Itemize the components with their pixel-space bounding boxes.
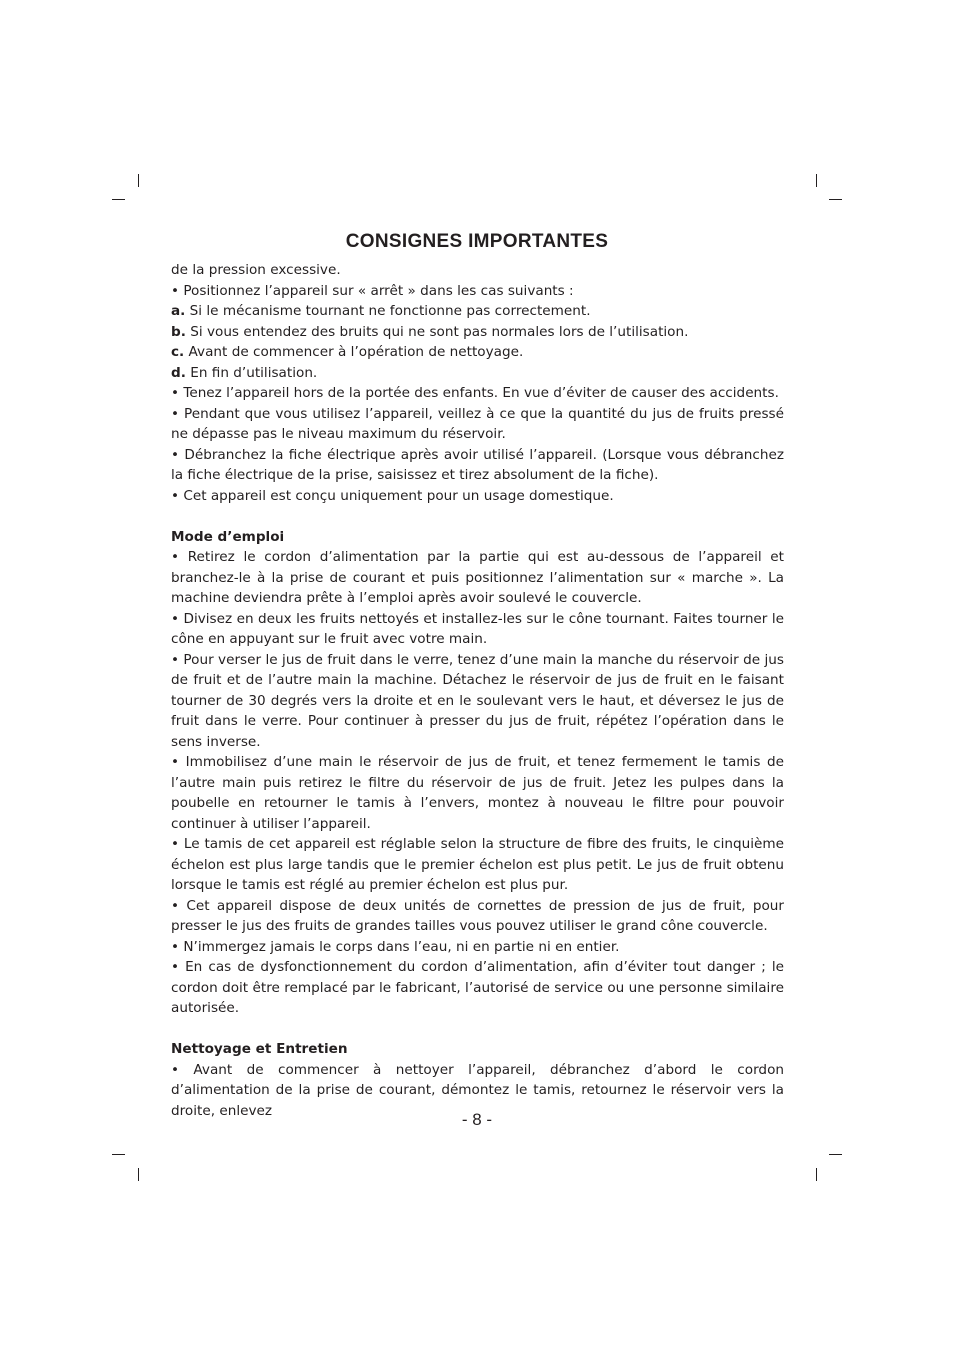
- page-title: CONSIGNES IMPORTANTES: [345, 231, 609, 252]
- intro-line: • Débranchez la fiche électrique après avoir utilisé l’appareil. (Lorsque vous débranchez la fiche électrique de la prise, saisissez et tirez absolument de la fiche).: [171, 446, 784, 483]
- page-body: [171, 260, 784, 1121]
- crop-mark-top-left-horizontal: [112, 199, 125, 200]
- mode-paragraph: • En cas de dysfonctionnement du cordon d’alimentation, afin d’éviter tout danger ; le cordon doit être remplacé par le fabricant, l’autorisé de service ou une personne similaire autorisée.: [171, 959, 784, 1016]
- section-heading-cleaning: Nettoyage et Entretien: [171, 1041, 348, 1057]
- section-heading-mode: Mode d’emploi: [171, 528, 285, 545]
- cleaning-paragraph: • Avant de commencer à nettoyer l’appareil, débranchez d’abord le cordon d’alimentation de la prise de courant, démontez le tamis, retournez le réservoir vers la droite, enlevez: [171, 1061, 784, 1119]
- crop-mark-top-right-vertical: [816, 174, 817, 187]
- intro-line: a. Si le mécanisme tournant ne fonctionne pas correctement.: [171, 303, 591, 319]
- mode-paragraph: • Le tamis de cet appareil est réglable selon la structure de fibre des fruits, le cinquième échelon est plus large tandis que le premier échelon est plus petit. Le jus de fruit obtenu lorsque le tamis est réglé au premier échelon est plus pur.: [171, 836, 784, 893]
- crop-mark-bottom-left-horizontal: [112, 1154, 125, 1155]
- intro-line: • Positionnez l’appareil sur « arrêt » dans les cas suivants :: [171, 282, 574, 299]
- intro-line: c. Avant de commencer à l’opération de nettoyage.: [171, 344, 524, 360]
- intro-line: • Tenez l’appareil hors de la portée des enfants. En vue d’éviter de causer des accidents.: [171, 385, 779, 401]
- intro-line: • Pendant que vous utilisez l’appareil, veillez à ce que la quantité du jus de fruits pressé ne dépasse pas le niveau maximum du réservoir.: [171, 405, 784, 442]
- intro-line: d. En fin d’utilisation.: [171, 364, 318, 381]
- intro-line: b. Si vous entendez des bruits qui ne sont pas normales lors de l’utilisation.: [171, 323, 689, 340]
- mode-paragraph: • Retirez le cordon d’alimentation par la partie qui est au-dessous de l’appareil et branchez-le à la prise de courant et puis positionnez l’alimentation sur « marche ». La machine deviendra prête à l’emploi après avoir soulevé le couvercle.: [171, 549, 784, 606]
- mode-paragraph: • N’immergez jamais le corps dans l’eau, ni en partie ni en entier.: [171, 938, 620, 955]
- mode-paragraph: • Divisez en deux les fruits nettoyés et installez-les sur le cône tournant. Faites tourner le cône en appuyant sur le fruit avec votre main.: [171, 610, 784, 647]
- page-number: - 8 -: [461, 1110, 493, 1129]
- intro-line: • Cet appareil est conçu uniquement pour un usage domestique.: [171, 487, 614, 504]
- crop-mark-top-left-vertical: [138, 174, 139, 187]
- crop-mark-bottom-right-horizontal: [829, 1154, 842, 1155]
- mode-paragraph: • Immobilisez d’une main le réservoir de jus de fruit, et tenez fermement le tamis de l’autre main puis retirez le filtre du réservoir de jus de fruit. Jetez les pulpes dans la poubelle en retourner le tamis à l’envers, montez à nouveau le filtre pour pouvoir continuer à utiliser l’appareil.: [171, 754, 784, 832]
- crop-mark-bottom-right-vertical: [816, 1168, 817, 1181]
- crop-mark-top-right-horizontal: [829, 199, 842, 200]
- intro-line: de la pression excessive.: [171, 262, 341, 278]
- mode-paragraph: • Cet appareil dispose de deux unités de cornettes de pression de jus de fruit, pour presser le jus des fruits de grandes tailles vous pouvez utiliser le grand cône couvercle.: [171, 897, 784, 934]
- mode-paragraph: • Pour verser le jus de fruit dans le verre, tenez d’une main la manche du réservoir de jus de fruit et de l’autre main la machine. Détachez le réservoir de jus de fruit en le faisant tourner de 30 degrés vers la droite et en le soulevant vers le haut, et déversez le jus de fruit dans le verre. Pour continuer à presser du jus de fruit, répétez l’opération dans le sens inverse.: [171, 651, 784, 750]
- crop-mark-bottom-left-vertical: [138, 1168, 139, 1181]
